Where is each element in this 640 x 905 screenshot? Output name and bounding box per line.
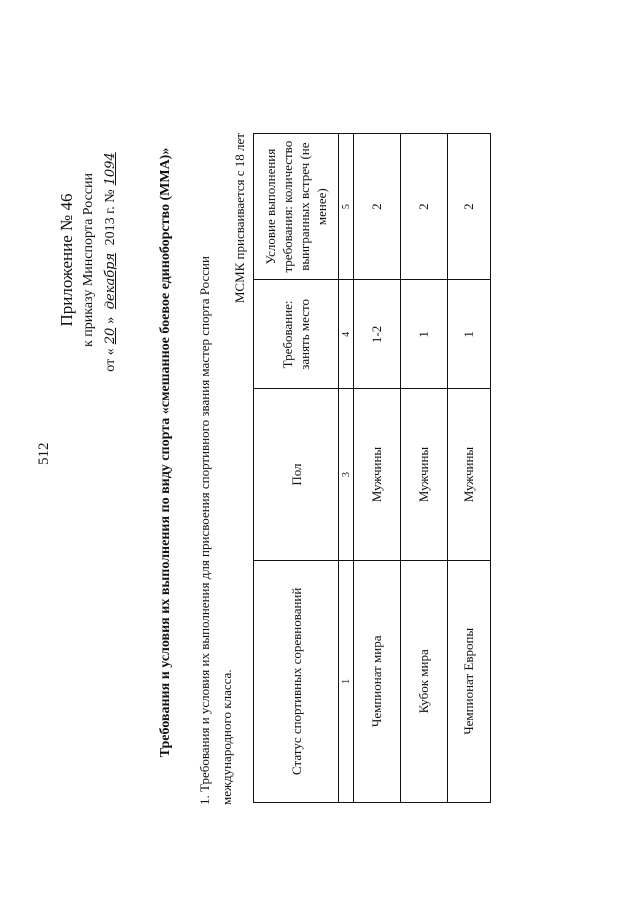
cell-wins: 2 [401, 134, 448, 280]
cell-status: Чемпионат Европы [448, 560, 491, 802]
header-wins: Условие выполнения требования: количество выигранных встреч (не менее) [254, 134, 339, 280]
cell-place: 1-2 [354, 280, 401, 389]
cell-status: Кубок мира [401, 560, 448, 802]
column-number: 4 [339, 280, 354, 389]
header-status: Статус спортивных соревнований [254, 560, 339, 802]
appendix-order-ref: к приказу Минспорта России [81, 173, 96, 347]
handwritten-month: декабря [103, 252, 118, 310]
document-title: Требования и условия их выполнения по виду спорта «смешанное боевое единоборство (ММА)» [158, 147, 173, 758]
table-row [401, 134, 448, 803]
cell-place: 1 [448, 280, 491, 389]
column-number: 1 [339, 560, 354, 802]
column-number: 3 [339, 389, 354, 560]
appendix-header [56, 130, 122, 390]
column-number-row [339, 134, 354, 803]
requirements-table [253, 133, 491, 803]
table-row [354, 134, 401, 803]
cell-wins: 2 [448, 134, 491, 280]
cell-status: Чемпионат мира [354, 560, 401, 802]
table-row [448, 134, 491, 803]
appendix-title: Приложение № 46 [57, 193, 76, 327]
table-header-row [254, 134, 339, 803]
age-note: МСМК присваивается с 18 лет [232, 133, 247, 304]
header-gender: Пол [254, 389, 339, 560]
handwritten-order-number: 1094 [103, 152, 118, 186]
cell-wins: 2 [354, 134, 401, 280]
year-text: 2013 г. № [103, 189, 118, 246]
appendix-date-line [100, 130, 122, 390]
cell-gender: Мужчины [448, 389, 491, 560]
section-1-text: 1. Требования и условия их выполнения для присвоения спортивного звания мастер спорта России международного класса. [197, 256, 234, 805]
cell-place: 1 [401, 280, 448, 389]
cell-gender: Мужчины [401, 389, 448, 560]
cell-gender: Мужчины [354, 389, 401, 560]
column-number: 5 [339, 134, 354, 280]
header-place: Требование: занять место [254, 280, 339, 389]
handwritten-day: 20 [103, 327, 118, 345]
date-prefix: от « [103, 348, 118, 372]
page-number: 512 [36, 442, 52, 465]
date-mid: » [103, 316, 118, 324]
